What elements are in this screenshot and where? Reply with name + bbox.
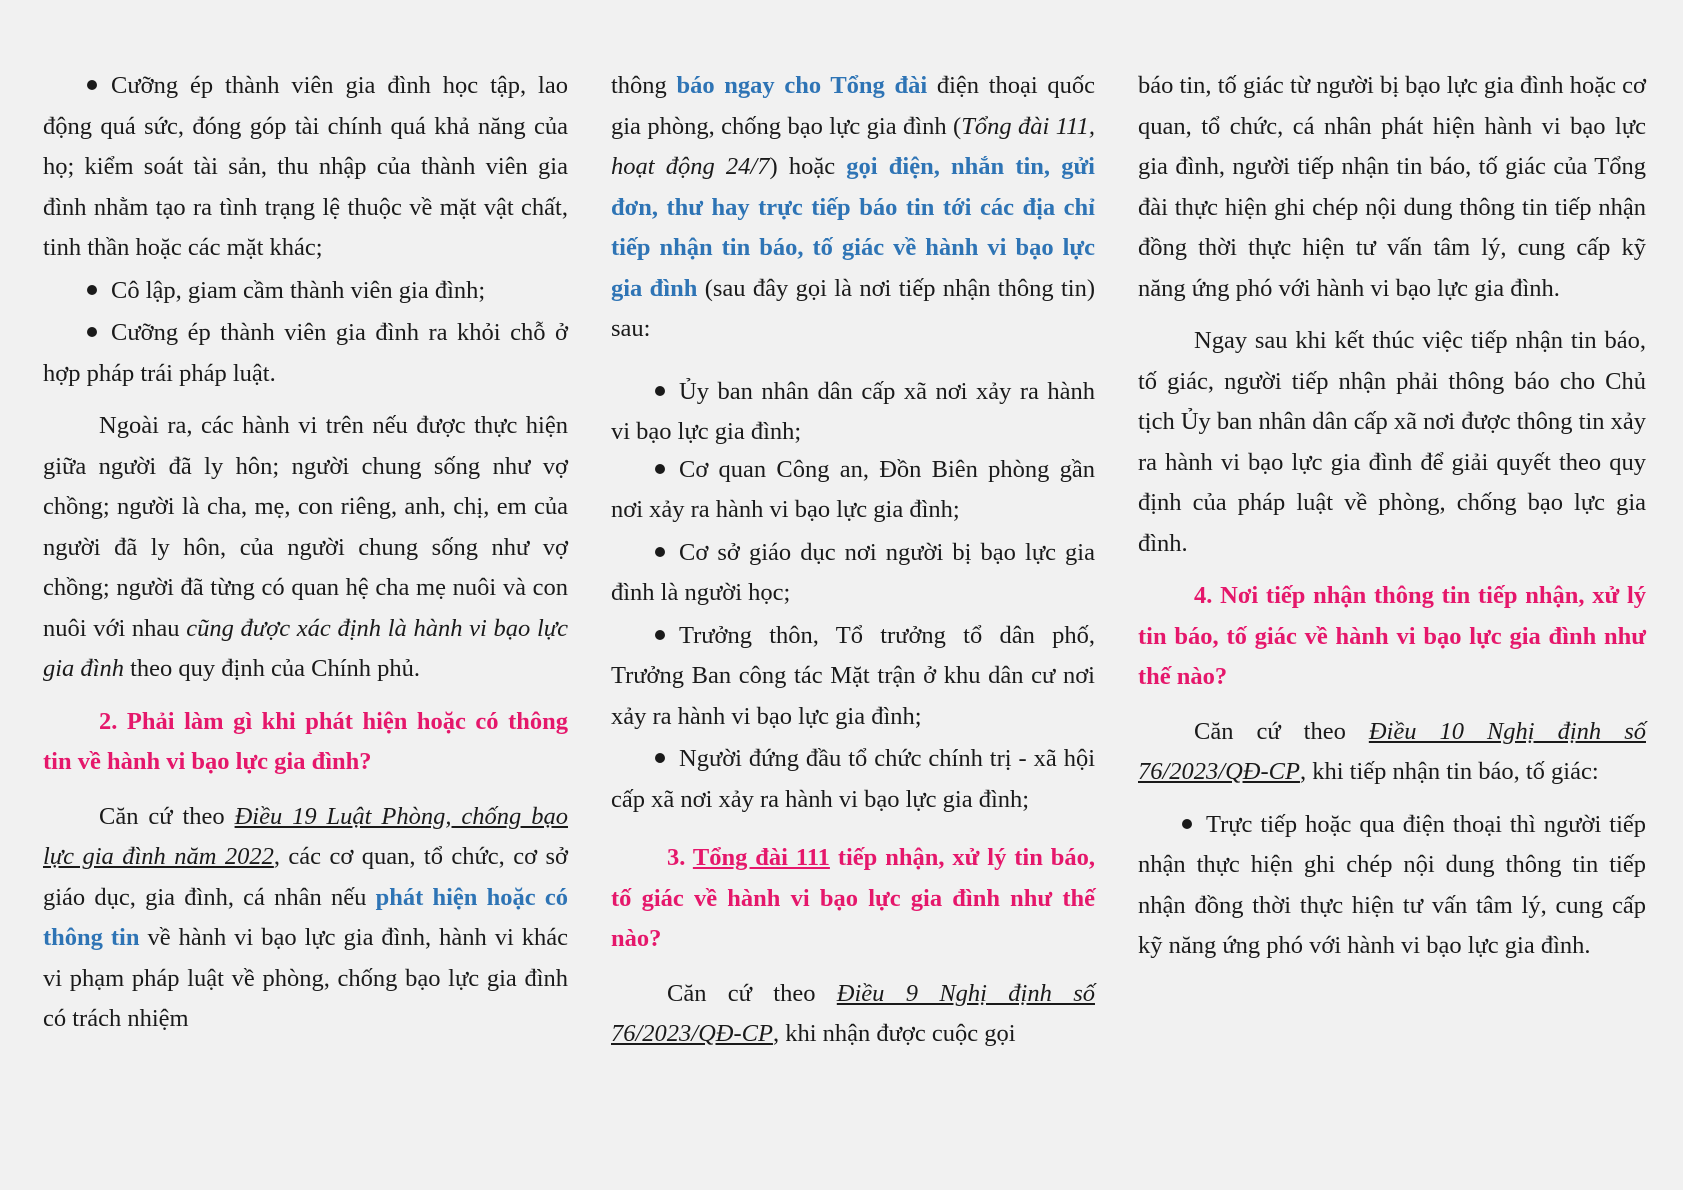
bullet-icon	[87, 327, 97, 337]
list-item	[611, 372, 1095, 453]
list-item	[611, 739, 1095, 820]
paragraph-other-relations: Ngoài ra, các hành vi trên nếu được thực hiện giữa người đã ly hôn; người chung sống như vợ chồng; người là cha, mẹ, con riêng, anh, chị, em của người đã ly hôn, của người chung sống như vợ chồng; người đã từng có quan hệ cha mẹ nuôi và con nuôi với nhau cũng được xác định là hành vi bạo lực gia đình theo quy định của Chính phủ.	[43, 412, 568, 682]
bullet-icon	[655, 386, 665, 396]
list-item	[611, 533, 1095, 614]
list-item	[43, 66, 568, 269]
list-item-text: Cô lập, giam cầm thành viên gia đình;	[111, 276, 486, 304]
list-item-text: Người đứng đầu tổ chức chính trị - xã hội cấp xã nơi xảy ra hành vi bạo lực gia đình;	[611, 745, 1095, 813]
bullet-icon	[655, 753, 665, 763]
paragraph-hotline-recording: báo tin, tố giác từ người bị bạo lực gia đình hoặc cơ quan, tổ chức, cá nhân phát hiện hành vi bạo lực gia đình, người tiếp nhận tin báo, tố giác của Tổng đài thực hiện ghi chép nội dung thông tin tiếp nhận đồng thời thực hiện tư vấn tâm lý, cung cấp kỹ năng ứng phó với hành vi bạo lực gia đình.	[1138, 72, 1646, 302]
bullet-icon	[655, 464, 665, 474]
list-item	[611, 616, 1095, 738]
bullet-icon	[1182, 819, 1192, 829]
paragraph-report-hotline: thông báo ngay cho Tổng đài điện thoại quốc gia phòng, chống bạo lực gia đình (Tổng đài 111, hoạt động 24/7) hoặc gọi điện, nhắn tin, gửi đơn, thư hay trực tiếp báo tin tới các địa chỉ tiếp nhận tin báo, tố giác về hành vi bạo lực gia đình (sau đây gọi là nơi tiếp nhận thông tin) sau:	[611, 72, 1095, 342]
violence-list-continued	[43, 66, 568, 394]
paragraph-section-2: Căn cứ theo Điều 19 Luật Phòng, chống bạo lực gia đình năm 2022, các cơ quan, tổ chức, cơ sở giáo dục, gia đình, cá nhân nếu phát hiện hoặc có thông tin về hành vi bạo lực gia đình, hành vi khác vi phạm pháp luật về phòng, chống bạo lực gia đình có trách nhiệm	[43, 802, 568, 1032]
list-item	[611, 450, 1095, 531]
list-item-text: Trực tiếp hoặc qua điện thoại thì người tiếp nhận thực hiện ghi chép nội dung thông tin tiếp nhận đồng thời thực hiện tư vấn tâm lý, cung cấp kỹ năng ứng phó với hành vi bạo lực gia đình.	[1138, 810, 1646, 959]
list-item-text: Ủy ban nhân dân cấp xã nơi xảy ra hành vi bạo lực gia đình;	[611, 377, 1095, 445]
decree-reference-link[interactable]: Điều 10 Nghị định số 76/2023/QĐ-CP	[1138, 717, 1646, 785]
bullet-icon	[655, 630, 665, 640]
reception-places-list	[611, 372, 1095, 821]
list-item-text: Cưỡng ép thành viên gia đình học tập, lao động quá sức, đóng góp tài chính quá khả năng của họ; kiểm soát tài sản, thu nhập của thành viên gia đình nhằm tạo ra tình trạng lệ thuộc về mặt vật chất, tinh thần hoặc các mặt khác;	[43, 72, 568, 261]
paragraph-section-4: Căn cứ theo Điều 10 Nghị định số 76/2023/QĐ-CP, khi tiếp nhận tin báo, tố giác:	[1138, 717, 1646, 785]
heading-section-4: 4. Nơi tiếp nhận thông tin tiếp nhận, xử lý tin báo, tố giác về hành vi bạo lực gia đình như thế nào?	[1138, 582, 1646, 690]
bullet-icon	[655, 547, 665, 557]
hotline-111-link[interactable]: Tổng đài 111	[692, 844, 830, 871]
list-item-text: Cơ quan Công an, Đồn Biên phòng gần nơi xảy ra hành vi bạo lực gia đình;	[611, 455, 1095, 523]
bullet-icon	[87, 80, 97, 90]
list-item	[43, 313, 568, 394]
column-2	[611, 66, 1095, 1067]
law-reference-link[interactable]: Điều 19 Luật Phòng, chống bạo lực gia đình năm 2022	[43, 802, 568, 870]
list-item-text: Cưỡng ép thành viên gia đình ra khỏi chỗ ở hợp pháp trái pháp luật.	[43, 319, 568, 387]
list-item-text: Trưởng thôn, Tổ trưởng tổ dân phố, Trưởng Ban công tác Mặt trận ở khu dân cư nơi xảy ra hành vi bạo lực gia đình;	[611, 621, 1095, 730]
heading-section-2: 2. Phải làm gì khi phát hiện hoặc có thông tin về hành vi bạo lực gia đình?	[43, 707, 568, 775]
column-3	[1138, 66, 1646, 969]
list-item	[1138, 805, 1646, 967]
reception-procedure-list	[1138, 805, 1646, 967]
bullet-icon	[87, 285, 97, 295]
list-item	[43, 271, 568, 312]
paragraph-section-3: Căn cứ theo Điều 9 Nghị định số 76/2023/QĐ-CP, khi nhận được cuộc gọi	[611, 979, 1095, 1047]
paragraph-notify-chairman: Ngay sau khi kết thúc việc tiếp nhận tin báo, tố giác, người tiếp nhận phải thông báo cho Chủ tịch Ủy ban nhân dân cấp xã nơi được thông tin xảy ra hành vi bạo lực gia đình để giải quyết theo quy định của pháp luật về phòng, chống bạo lực gia đình.	[1138, 327, 1646, 557]
decree-reference-link[interactable]: Điều 9 Nghị định số 76/2023/QĐ-CP	[611, 979, 1095, 1047]
list-item-text: Cơ sở giáo dục nơi người bị bạo lực gia đình là người học;	[611, 538, 1095, 606]
column-1	[43, 66, 568, 1052]
heading-section-3: 3. Tổng đài 111 tiếp nhận, xử lý tin báo, tố giác về hành vi bạo lực gia đình như thế nào?	[611, 844, 1095, 952]
